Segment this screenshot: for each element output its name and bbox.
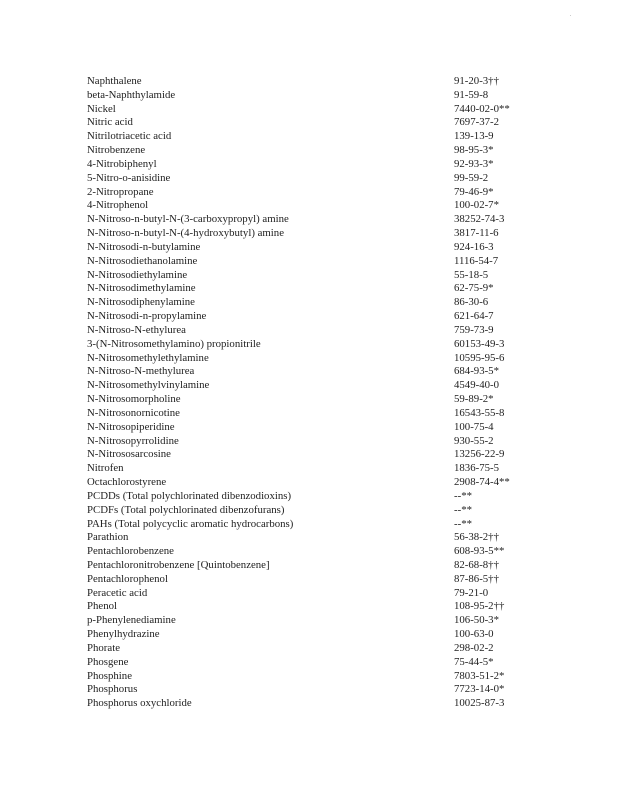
chemical-row — [87, 227, 547, 241]
chemical-name: N-Nitrosomethylethylamine — [87, 351, 209, 364]
chemical-row — [87, 255, 547, 269]
chemical-row — [87, 296, 547, 310]
chemical-name: PAHs (Total polycyclic aromatic hydrocarbons) — [87, 517, 294, 530]
chemical-name: beta-Naphthylamide — [87, 88, 176, 101]
cas-number: 91-59-8 — [454, 88, 489, 101]
chemical-row — [87, 628, 547, 642]
chemical-row — [87, 75, 547, 89]
chemical-name: Parathion — [87, 531, 129, 544]
chemical-row — [87, 407, 547, 421]
chemical-row — [87, 241, 547, 255]
scan-speck — [570, 15, 571, 16]
chemical-row — [87, 614, 547, 628]
chemical-name: Nitrobenzene — [87, 144, 146, 157]
chemical-row — [87, 490, 547, 504]
chemical-name: Nitric acid — [87, 116, 133, 129]
cas-number: 139-13-9 — [454, 130, 494, 143]
chemical-row — [87, 670, 547, 684]
chemical-list — [87, 75, 547, 711]
chemical-name: Phenol — [87, 600, 117, 613]
chemical-name: 4-Nitrobiphenyl — [87, 157, 157, 170]
chemical-row — [87, 269, 547, 283]
chemical-row — [87, 365, 547, 379]
cas-number: 7803-51-2* — [454, 669, 505, 682]
chemical-name: 3-(N-Nitrosomethylamino) propionitrile — [87, 337, 261, 350]
cas-number: 759-73-9 — [454, 323, 494, 336]
cas-number: 621-64-7 — [454, 310, 494, 323]
chemical-name: N-Nitrosopyrrolidine — [87, 434, 179, 447]
cas-number: 10595-95-6 — [454, 351, 505, 364]
cas-number: 75-44-5* — [454, 655, 494, 668]
chemical-row — [87, 158, 547, 172]
cas-number: 684-93-5* — [454, 365, 499, 378]
chemical-row — [87, 130, 547, 144]
chemical-row — [87, 435, 547, 449]
chemical-name: N-Nitrosodiphenylamine — [87, 296, 195, 309]
cas-number: 92-93-3* — [454, 157, 494, 170]
cas-number: 100-75-4 — [454, 420, 494, 433]
cas-number: 10025-87-3 — [454, 697, 505, 710]
cas-number: 1116-54-7 — [454, 254, 499, 267]
chemical-row — [87, 656, 547, 670]
cas-number: 38252-74-3 — [454, 213, 505, 226]
cas-number: 4549-40-0 — [454, 379, 499, 392]
chemical-name: PCDDs (Total polychlorinated dibenzodioxins) — [87, 489, 292, 502]
chemical-row — [87, 518, 547, 532]
cas-number: 930-55-2 — [454, 434, 494, 447]
chemical-name: 2-Nitropropane — [87, 185, 154, 198]
cas-number: 108-95-2†† — [454, 600, 505, 613]
chemical-name: N-Nitrosonornicotine — [87, 406, 180, 419]
cas-number: 98-95-3* — [454, 144, 494, 157]
chemical-row — [87, 324, 547, 338]
cas-number: 55-18-5 — [454, 268, 489, 281]
chemical-row — [87, 531, 547, 545]
chemical-row — [87, 642, 547, 656]
chemical-row — [87, 421, 547, 435]
chemical-row — [87, 172, 547, 186]
cas-number: 924-16-3 — [454, 240, 494, 253]
cas-number: 62-75-9* — [454, 282, 494, 295]
chemical-row — [87, 116, 547, 130]
chemical-row — [87, 476, 547, 490]
chemical-name: N-Nitrosomorpholine — [87, 393, 181, 406]
cas-number: 3817-11-6 — [454, 227, 499, 240]
cas-number: --** — [454, 517, 472, 530]
chemical-row — [87, 545, 547, 559]
chemical-row — [87, 199, 547, 213]
cas-number: 99-59-2 — [454, 171, 489, 184]
chemical-name: 5-Nitro-o-anisidine — [87, 171, 171, 184]
chemical-row — [87, 559, 547, 573]
chemical-name: 4-Nitrophenol — [87, 199, 149, 212]
chemical-name: Pentachlorophenol — [87, 572, 168, 585]
chemical-row — [87, 310, 547, 324]
chemical-name: Phosphorus oxychloride — [87, 697, 192, 710]
cas-number: 1836-75-5 — [454, 462, 499, 475]
chemical-row — [87, 504, 547, 518]
chemical-name: Peracetic acid — [87, 586, 148, 599]
chemical-row — [87, 144, 547, 158]
chemical-row — [87, 186, 547, 200]
cas-number: 79-46-9* — [454, 185, 494, 198]
cas-number: --** — [454, 503, 472, 516]
chemical-row — [87, 338, 547, 352]
chemical-row — [87, 448, 547, 462]
chemical-name: N-Nitroso-n-butyl-N-(3-carboxypropyl) amine — [87, 213, 289, 226]
cas-number: 82-68-8†† — [454, 558, 499, 571]
cas-number: 106-50-3* — [454, 614, 499, 627]
chemical-name: N-Nitrosodiethanolamine — [87, 254, 198, 267]
cas-number: 13256-22-9 — [454, 448, 505, 461]
cas-number: 608-93-5** — [454, 545, 505, 558]
chemical-name: N-Nitrosomethylvinylamine — [87, 379, 210, 392]
chemical-row — [87, 282, 547, 296]
chemical-row — [87, 379, 547, 393]
chemical-name: Phosphine — [87, 669, 132, 682]
chemical-name: N-Nitrosopiperidine — [87, 420, 175, 433]
cas-number: 7440-02-0** — [454, 102, 510, 115]
chemical-row — [87, 697, 547, 711]
cas-number: 16543-55-8 — [454, 406, 505, 419]
chemical-name: Phorate — [87, 641, 120, 654]
chemical-name: Naphthalene — [87, 75, 142, 87]
cas-number: 60153-49-3 — [454, 337, 505, 350]
cas-number: 59-89-2* — [454, 393, 494, 406]
chemical-name: N-Nitrosodi-n-propylamine — [87, 310, 207, 323]
chemical-name: N-Nitrosodi-n-butylamine — [87, 240, 201, 253]
chemical-name: Pentachloronitrobenzene [Quintobenzene] — [87, 558, 270, 571]
chemical-name: Pentachlorobenzene — [87, 545, 174, 558]
chemical-row — [87, 393, 547, 407]
chemical-name: N-Nitrosodiethylamine — [87, 268, 188, 281]
chemical-name: N-Nitrososarcosine — [87, 448, 171, 461]
chemical-row — [87, 103, 547, 117]
chemical-name: Nickel — [87, 102, 116, 115]
chemical-name: Nitrilotriacetic acid — [87, 130, 172, 143]
chemical-name: N-Nitroso-n-butyl-N-(4-hydroxybutyl) amine — [87, 227, 285, 240]
chemical-name: Octachlorostyrene — [87, 476, 167, 489]
cas-number: 91-20-3†† — [454, 75, 499, 87]
chemical-row — [87, 587, 547, 601]
cas-number: 7723-14-0* — [454, 683, 505, 696]
chemical-row — [87, 462, 547, 476]
chemical-row — [87, 573, 547, 587]
cas-number: --** — [454, 489, 472, 502]
cas-number: 7697-37-2 — [454, 116, 499, 129]
chemical-row — [87, 600, 547, 614]
chemical-name: Nitrofen — [87, 462, 124, 475]
chemical-name: N-Nitroso-N-methylurea — [87, 365, 195, 378]
cas-number: 87-86-5†† — [454, 572, 499, 585]
chemical-name: Phenylhydrazine — [87, 628, 160, 641]
chemical-name: N-Nitroso-N-ethylurea — [87, 323, 186, 336]
chemical-name: PCDFs (Total polychlorinated dibenzofurans) — [87, 503, 285, 516]
cas-number: 79-21-0 — [454, 586, 489, 599]
chemical-row — [87, 352, 547, 366]
chemical-row — [87, 213, 547, 227]
chemical-row — [87, 89, 547, 103]
cas-number: 56-38-2†† — [454, 531, 499, 544]
cas-number: 86-30-6 — [454, 296, 489, 309]
chemical-name: p-Phenylenediamine — [87, 614, 176, 627]
cas-number: 100-02-7* — [454, 199, 499, 212]
chemical-name: N-Nitrosodimethylamine — [87, 282, 196, 295]
chemical-name: Phosphorus — [87, 683, 138, 696]
cas-number: 2908-74-4** — [454, 476, 510, 489]
chemical-row — [87, 683, 547, 697]
cas-number: 298-02-2 — [454, 641, 494, 654]
cas-number: 100-63-0 — [454, 628, 494, 641]
chemical-name: Phosgene — [87, 655, 129, 668]
